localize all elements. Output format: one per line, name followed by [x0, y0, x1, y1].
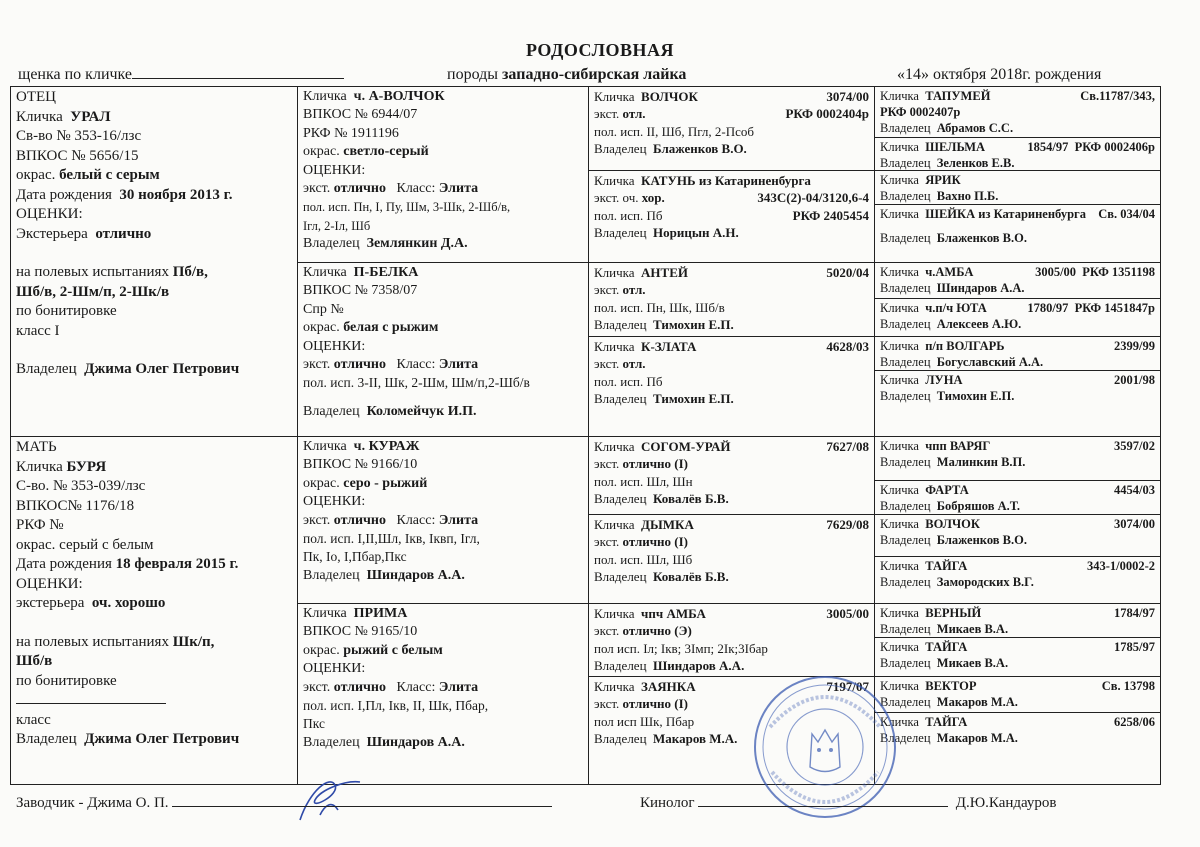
field-tests: пол исп. Iл; Iкв; 3Iмп; 2Iк;3Iбар — [594, 640, 768, 656]
owner-label: Владелец — [303, 567, 360, 583]
field-tests: пол. исп. Шл, Шн — [594, 473, 693, 489]
registry-number-2: РКФ 1351198 — [1082, 265, 1155, 279]
name-label: Кличка — [303, 606, 347, 621]
gen2-cell — [298, 87, 589, 263]
owner-name: Зеленков Е.В. — [936, 156, 1015, 170]
gen4-cell — [875, 604, 1160, 638]
dog-name: ТАЙГА — [925, 715, 968, 729]
registry-number: ВПКОС № 7358/07 — [303, 283, 418, 299]
birth-rest: октября 2018г. рождения — [933, 66, 1102, 83]
dog-name: СОГОМ-УРАЙ — [641, 439, 731, 454]
field-tests: пол. исп. II, Шб, Пгл, 2-Псоб — [594, 123, 754, 139]
father-field-1: Пб/в, — [172, 264, 208, 280]
gen4-cell — [875, 481, 1160, 515]
color-value: рыжий с белым — [343, 642, 443, 658]
name-label: Кличка — [303, 439, 347, 454]
owner-name: Коломейчук И.П. — [366, 403, 477, 419]
name-label: Кличка — [594, 265, 635, 280]
registry-number: Св. 13798 — [1101, 679, 1155, 693]
mother-cell — [11, 437, 298, 784]
registry-number: 6258/06 — [1114, 715, 1155, 729]
class-label: Класс: — [396, 512, 436, 528]
ext-value: отлично — [333, 512, 386, 528]
registry-number: 3005/00 — [1035, 265, 1077, 279]
dog-name: ЗАЯНКА — [641, 679, 696, 694]
field-tests: пол. исп. Пн, Шк, Шб/в — [594, 299, 725, 315]
owner-label: Владелец — [880, 731, 931, 745]
name-label: Кличка — [880, 301, 919, 315]
gen4-cell — [875, 263, 1160, 299]
owner-name: Макаров М.А. — [936, 731, 1018, 745]
ext-value: отл. — [622, 356, 646, 372]
father-bonit: по бонитировке — [16, 303, 117, 319]
dog-name: чпп ВАРЯГ — [925, 439, 991, 453]
mother-field-2: Шб/в — [16, 653, 53, 669]
dog-name: чпч АМБА — [641, 606, 706, 621]
owner-label: Владелец — [594, 391, 647, 407]
dog-name: п/п ВОЛГАРЬ — [925, 339, 1005, 353]
name-label: Кличка — [594, 679, 635, 694]
dog-name: ч.АМБА — [925, 265, 974, 279]
mother-field-label: на полевых испытаниях — [16, 633, 169, 650]
dog-name: ч. КУРАЖ — [353, 439, 420, 454]
owner-name: Замородских В.Г. — [936, 575, 1034, 589]
owner-name: Шиндаров А.А. — [366, 734, 465, 750]
mother-name-label: Кличка — [16, 458, 63, 475]
ext-value: отл. — [622, 106, 646, 122]
mother-color-label: окрас. — [16, 536, 56, 553]
breeder-line — [16, 794, 552, 812]
registry-number: ВПКОС № 9165/10 — [303, 624, 418, 640]
dog-name: КАТУНЬ из Катариненбурга — [641, 173, 811, 188]
ext-label: экст. — [303, 679, 331, 695]
dog-name: ч. А-ВОЛЧОК — [353, 89, 445, 104]
owner-label: Владелец — [880, 281, 931, 295]
name-label: Кличка — [594, 439, 635, 454]
father-ext: отлично — [95, 225, 152, 242]
dog-name: ФАРТА — [925, 483, 969, 497]
name-label: Кличка — [880, 640, 919, 654]
mother-vpkos: ВПКОС№ 1176/18 — [16, 497, 135, 514]
registry-number: 7629/08 — [826, 517, 869, 532]
owner-label: Владелец — [594, 569, 647, 585]
gen4-cell — [875, 87, 1160, 138]
class-label: Класс: — [396, 679, 436, 695]
color-label: окрас. — [303, 144, 340, 160]
gen3-cell — [589, 604, 875, 677]
grades-label: ОЦЕНКИ: — [303, 494, 366, 510]
gen3-cell — [589, 263, 875, 337]
ext-label: экст. оч. — [594, 190, 639, 206]
father-owner: Джима Олег Петрович — [84, 361, 240, 377]
name-label: Кличка — [880, 207, 919, 221]
registry-extra: РКФ 0002407р — [880, 105, 961, 119]
registry-number: Св. 034/04 — [1098, 207, 1155, 221]
color-label: окрас. — [303, 320, 340, 336]
dog-name: АНТЕЙ — [641, 265, 689, 280]
registry-number: 3005/00 — [826, 606, 869, 621]
class-value: Элита — [438, 512, 479, 528]
owner-name: Макаров М.А. — [936, 695, 1018, 709]
father-field-label: на полевых испытаниях — [16, 264, 169, 280]
owner-name: Шиндаров А.А. — [653, 658, 745, 674]
father-color: белый с серым — [59, 167, 160, 183]
name-label: Кличка — [880, 265, 919, 279]
owner-name: Блаженков В.О. — [936, 231, 1027, 245]
mother-grades-label: ОЦЕНКИ: — [16, 575, 83, 592]
registry-extra-2: РКФ 2405454 — [792, 207, 869, 223]
owner-label: Владелец — [880, 575, 931, 589]
registry-number: 1785/97 — [1114, 640, 1155, 654]
owner-label: Владелец — [594, 225, 647, 241]
name-label: Кличка — [880, 173, 919, 187]
mother-color: серый с белым — [59, 536, 154, 553]
name-label: Кличка — [594, 89, 635, 104]
name-label: Кличка — [880, 606, 919, 620]
gen4-cell — [875, 337, 1160, 371]
dog-name: ШЕЙКА из Катариненбурга — [925, 207, 1086, 221]
owner-name: Микаев В.А. — [936, 656, 1009, 670]
gen2-cell — [298, 604, 589, 784]
gen2-cell — [298, 437, 589, 604]
ext-value: отлично (I) — [622, 456, 689, 472]
pedigree-table — [10, 86, 1161, 785]
mother-owner: Джима Олег Петрович — [84, 731, 240, 747]
gen4-cell — [875, 515, 1160, 557]
field-tests: пол. исп. 3-II, Шк, 2-Шм, Шм/п,2-Шб/в — [303, 375, 530, 391]
owner-label: Владелец — [880, 156, 931, 170]
owner-label: Владелец — [880, 656, 931, 670]
field-tests-2: Iгл, 2-Iл, Шб — [303, 218, 371, 233]
class-value: Элита — [438, 357, 479, 373]
name-label: Кличка — [303, 89, 347, 104]
owner-name: Шиндаров А.А. — [366, 567, 465, 583]
mother-class-blank — [16, 691, 166, 704]
dog-name: ДЫМКА — [641, 517, 694, 532]
mother-dob: 18 февраля 2015 г. — [115, 556, 239, 572]
owner-name: Алексеев А.Ю. — [936, 317, 1022, 331]
registry-number-2: РКФ 0002406р — [1074, 140, 1155, 154]
registry-number: 5020/04 — [826, 265, 869, 280]
grades-label: ОЦЕНКИ: — [303, 162, 366, 178]
owner-name: Малинкин В.П. — [936, 455, 1026, 469]
mother-cert: С-во. № 353-039/лзс — [16, 478, 146, 494]
ext-label: экст. — [594, 456, 620, 472]
mother-field-1: Шк/п, — [172, 633, 215, 650]
dog-name: ВОЛЧОК — [925, 517, 980, 531]
gen4-cell — [875, 171, 1160, 205]
gen4-cell — [875, 677, 1160, 713]
registry-number: 7197/07 — [826, 679, 869, 694]
gen4-cell — [875, 299, 1160, 337]
name-label: Кличка — [880, 140, 919, 154]
color-label: окрас. — [303, 475, 340, 491]
class-label: Класс: — [396, 181, 436, 197]
field-tests: пол. исп. Пб — [594, 373, 663, 389]
registry-number: 1784/97 — [1114, 606, 1155, 620]
name-label: Кличка — [880, 339, 919, 353]
father-owner-label: Владелец — [16, 361, 77, 377]
gen4-cell — [875, 437, 1160, 481]
owner-label: Владелец — [594, 658, 647, 674]
owner-name: Блаженков В.О. — [653, 141, 747, 157]
owner-name: Шиндаров А.А. — [936, 281, 1025, 295]
registry-number: 3074/00 — [826, 89, 869, 104]
registry-number: 7627/08 — [826, 439, 869, 454]
birth-day: «14» — [897, 66, 929, 83]
breeder-label: Заводчик - Джима О. П. — [16, 795, 169, 811]
registry-extra: РКФ 0002404р — [785, 106, 869, 122]
name-label: Кличка — [880, 89, 919, 103]
ext-label: экст. — [594, 623, 620, 639]
owner-name: Абрамов С.С. — [936, 121, 1014, 135]
dog-name: ЯРИК — [925, 173, 961, 187]
registry-number: 3597/02 — [1114, 439, 1155, 453]
mother-heading: МАТЬ — [16, 439, 57, 455]
mother-rkf: РКФ № — [16, 517, 64, 533]
ext-value: отлично (I) — [622, 696, 689, 712]
name-label: Кличка — [880, 373, 919, 387]
breed-name: западно-сибирская лайка — [502, 66, 687, 83]
registry-extra: 343С(2)-04/3120,6-4 — [757, 190, 869, 206]
owner-name: Блаженков В.О. — [936, 533, 1027, 547]
registry-number: 4628/03 — [826, 339, 869, 354]
owner-name: Ковалёв Б.В. — [653, 491, 729, 507]
owner-name: Тимохин Е.П. — [653, 317, 734, 333]
gen3-cell — [589, 437, 875, 515]
gen3-cell — [589, 677, 875, 784]
owner-label: Владелец — [303, 734, 360, 750]
ext-value: отлично (Э) — [622, 623, 692, 639]
document-title: РОДОСЛОВНАЯ — [525, 40, 675, 60]
dog-name: К-ЗЛАТА — [641, 339, 697, 354]
owner-name: Ковалёв Б.В. — [653, 569, 729, 585]
owner-label: Владелец — [880, 695, 931, 709]
dog-name: П-БЕЛКА — [353, 265, 419, 280]
mother-bonit: по бонитировке — [16, 672, 117, 689]
field-tests: пол. исп. I,II,Шл, Iкв, Iквп, Iгл, — [303, 531, 480, 547]
owner-name: Бобряшов А.Т. — [936, 499, 1020, 513]
registry-number: 1780/97 — [1027, 301, 1069, 315]
puppy-name-blank — [132, 66, 344, 79]
cynologist-line — [640, 794, 1057, 812]
name-label: Кличка — [594, 517, 635, 532]
gen4-cell — [875, 638, 1160, 677]
gen3-cell — [589, 515, 875, 604]
owner-name: Микаев В.А. — [936, 622, 1009, 636]
registry-number: 3074/00 — [1114, 517, 1155, 531]
owner-label: Владелец — [880, 317, 931, 331]
registry-number: 2399/99 — [1114, 339, 1155, 353]
father-name: УРАЛ — [70, 108, 111, 125]
owner-label: Владелец — [594, 141, 647, 157]
dog-name: ПРИМА — [353, 606, 408, 621]
father-class: класс I — [16, 322, 60, 339]
color-label: окрас. — [303, 642, 340, 658]
owner-label: Владелец — [880, 533, 931, 547]
name-label: Кличка — [880, 679, 919, 693]
mother-owner-label: Владелец — [16, 731, 77, 747]
ext-label: экст. — [594, 356, 620, 372]
father-dob: 30 ноября 2013 г. — [119, 186, 233, 203]
ext-label: экст. — [303, 512, 331, 528]
ext-label: экст. — [303, 357, 331, 373]
gen4-cell — [875, 371, 1160, 437]
ext-label: экст. — [303, 181, 331, 197]
gen4-cell — [875, 138, 1160, 171]
class-label: Класс: — [396, 357, 436, 373]
breed-prefix: породы — [447, 66, 498, 83]
puppy-name-line — [18, 66, 344, 84]
name-label: Кличка — [303, 265, 347, 280]
registry-number: ВПКОС № 6944/07 — [303, 107, 418, 123]
registry-number-2: Спр № — [303, 301, 344, 317]
registry-number-2: РКФ 1451847р — [1074, 301, 1155, 315]
name-label: Кличка — [594, 339, 635, 354]
ext-label: экст. — [594, 534, 620, 550]
owner-label: Владелец — [880, 189, 931, 203]
name-label: Кличка — [594, 173, 635, 188]
registry-number: 343-1/0002-2 — [1086, 559, 1155, 573]
owner-name: Тимохин Е.П. — [653, 391, 734, 407]
field-tests: пол. исп. Шл, Шб — [594, 551, 693, 567]
field-tests: пол. исп. Пб — [594, 207, 663, 223]
field-tests: пол. исп. Пн, I, Пу, Шм, 3-Шк, 2-Шб/в, — [303, 200, 511, 215]
dog-name: ч.п/ч ЮТА — [925, 301, 987, 315]
ext-value: отл. — [622, 282, 646, 298]
gen4-cell — [875, 205, 1160, 263]
dog-name: ВЕРНЫЙ — [925, 606, 982, 620]
dog-name: ШЕЛЬМА — [925, 140, 986, 154]
field-tests: пол. исп. I,Пл, Iкв, II, Шк, Пбар, — [303, 698, 489, 714]
gen4-cell — [875, 557, 1160, 604]
field-tests-2: Пк, Iо, I,Пбар,Пкс — [303, 549, 407, 565]
breed-line — [447, 66, 686, 84]
owner-label: Владелец — [880, 499, 931, 513]
color-value: серо - рыжий — [343, 475, 428, 491]
owner-label: Владелец — [880, 622, 931, 636]
name-label: Кличка — [880, 439, 919, 453]
dog-name: ТАЙГА — [925, 559, 968, 573]
mother-name: БУРЯ — [66, 458, 107, 475]
name-label: Кличка — [880, 483, 919, 497]
owner-name: Макаров М.А. — [653, 731, 738, 747]
owner-label: Владелец — [880, 231, 931, 245]
owner-label: Владелец — [594, 731, 647, 747]
father-color-label: окрас. — [16, 167, 56, 183]
registry-number: 1854/97 — [1027, 140, 1069, 154]
dog-name: ТАЙГА — [925, 640, 968, 654]
birth-date-line — [897, 66, 1101, 84]
name-label: Кличка — [880, 517, 919, 531]
grades-label: ОЦЕНКИ: — [303, 338, 366, 354]
field-tests-2: Пкс — [303, 716, 325, 732]
registry-number: Св.11787/343, — [1080, 89, 1155, 103]
mother-ext-label: экстерьера — [16, 595, 85, 611]
owner-label: Владелец — [880, 455, 931, 469]
father-field-2: Шб/в, 2-Шм/п, 2-Шк/в — [16, 283, 170, 300]
mother-ext: оч. хорошо — [91, 595, 166, 611]
father-heading: ОТЕЦ — [16, 89, 56, 105]
ext-label: экст. — [594, 696, 620, 712]
father-name-label: Кличка — [16, 108, 63, 125]
father-ext-label: Экстерьера — [16, 225, 88, 242]
gen3-cell — [589, 87, 875, 171]
owner-name: Норицын А.Н. — [653, 225, 739, 241]
ext-label: экст. — [594, 282, 620, 298]
ext-value: отлично — [333, 357, 386, 373]
name-label: Кличка — [880, 559, 919, 573]
gen2-cell — [298, 263, 589, 437]
owner-name: Богуславский А.А. — [936, 355, 1044, 369]
dog-name: ВЕКТОР — [925, 679, 977, 693]
cynologist-name: Д.Ю.Кандауров — [955, 795, 1057, 811]
ext-value: отлично (I) — [622, 534, 689, 550]
ext-value: отлично — [333, 181, 386, 197]
gen3-cell — [589, 171, 875, 263]
owner-name: Вахно П.Б. — [936, 189, 999, 203]
ext-value: отлично — [333, 679, 386, 695]
owner-label: Владелец — [880, 355, 931, 369]
owner-label: Владелец — [303, 403, 360, 419]
ext-value: хор. — [641, 190, 665, 206]
dog-name: ЛУНА — [925, 373, 963, 387]
puppy-label: щенка по кличке — [18, 66, 133, 83]
ext-label: экст. — [594, 106, 620, 122]
class-value: Элита — [438, 181, 479, 197]
owner-label: Владелец — [594, 491, 647, 507]
owner-name: Землянкин Д.А. — [366, 236, 468, 252]
owner-label: Владелец — [594, 317, 647, 333]
owner-label: Владелец — [303, 236, 360, 252]
father-cell — [11, 87, 298, 437]
dog-name: ВОЛЧОК — [641, 89, 698, 104]
breeder-signature-line — [172, 794, 552, 807]
owner-name: Тимохин Е.П. — [936, 389, 1015, 403]
mother-dob-label: Дата рождения — [16, 556, 112, 572]
gen3-cell — [589, 337, 875, 437]
cynologist-label: Кинолог — [640, 795, 695, 811]
color-value: белая с рыжим — [343, 320, 439, 336]
registry-number-2: РКФ № 1911196 — [303, 125, 399, 141]
father-cert: Св-во № 353-16/лзс — [16, 128, 142, 144]
name-label: Кличка — [594, 606, 635, 621]
gen4-cell — [875, 713, 1160, 784]
cynologist-signature-line — [698, 794, 948, 807]
color-value: светло-серый — [343, 144, 429, 160]
grades-label: ОЦЕНКИ: — [303, 661, 366, 677]
name-label: Кличка — [880, 715, 919, 729]
owner-label: Владелец — [880, 121, 931, 135]
registry-number: 2001/98 — [1114, 373, 1155, 387]
owner-label: Владелец — [880, 389, 931, 403]
dog-name: ТАПУМЕЙ — [925, 89, 991, 103]
mother-class: класс — [16, 711, 51, 728]
registry-number: 4454/03 — [1114, 483, 1155, 497]
father-vpkos: ВПКОС № 5656/15 — [16, 147, 139, 164]
father-dob-label: Дата рождения — [16, 186, 112, 203]
class-value: Элита — [438, 679, 479, 695]
field-tests: пол исп Шк, Пбар — [594, 713, 695, 729]
registry-number: ВПКОС № 9166/10 — [303, 457, 418, 473]
father-grades-label: ОЦЕНКИ: — [16, 206, 83, 222]
